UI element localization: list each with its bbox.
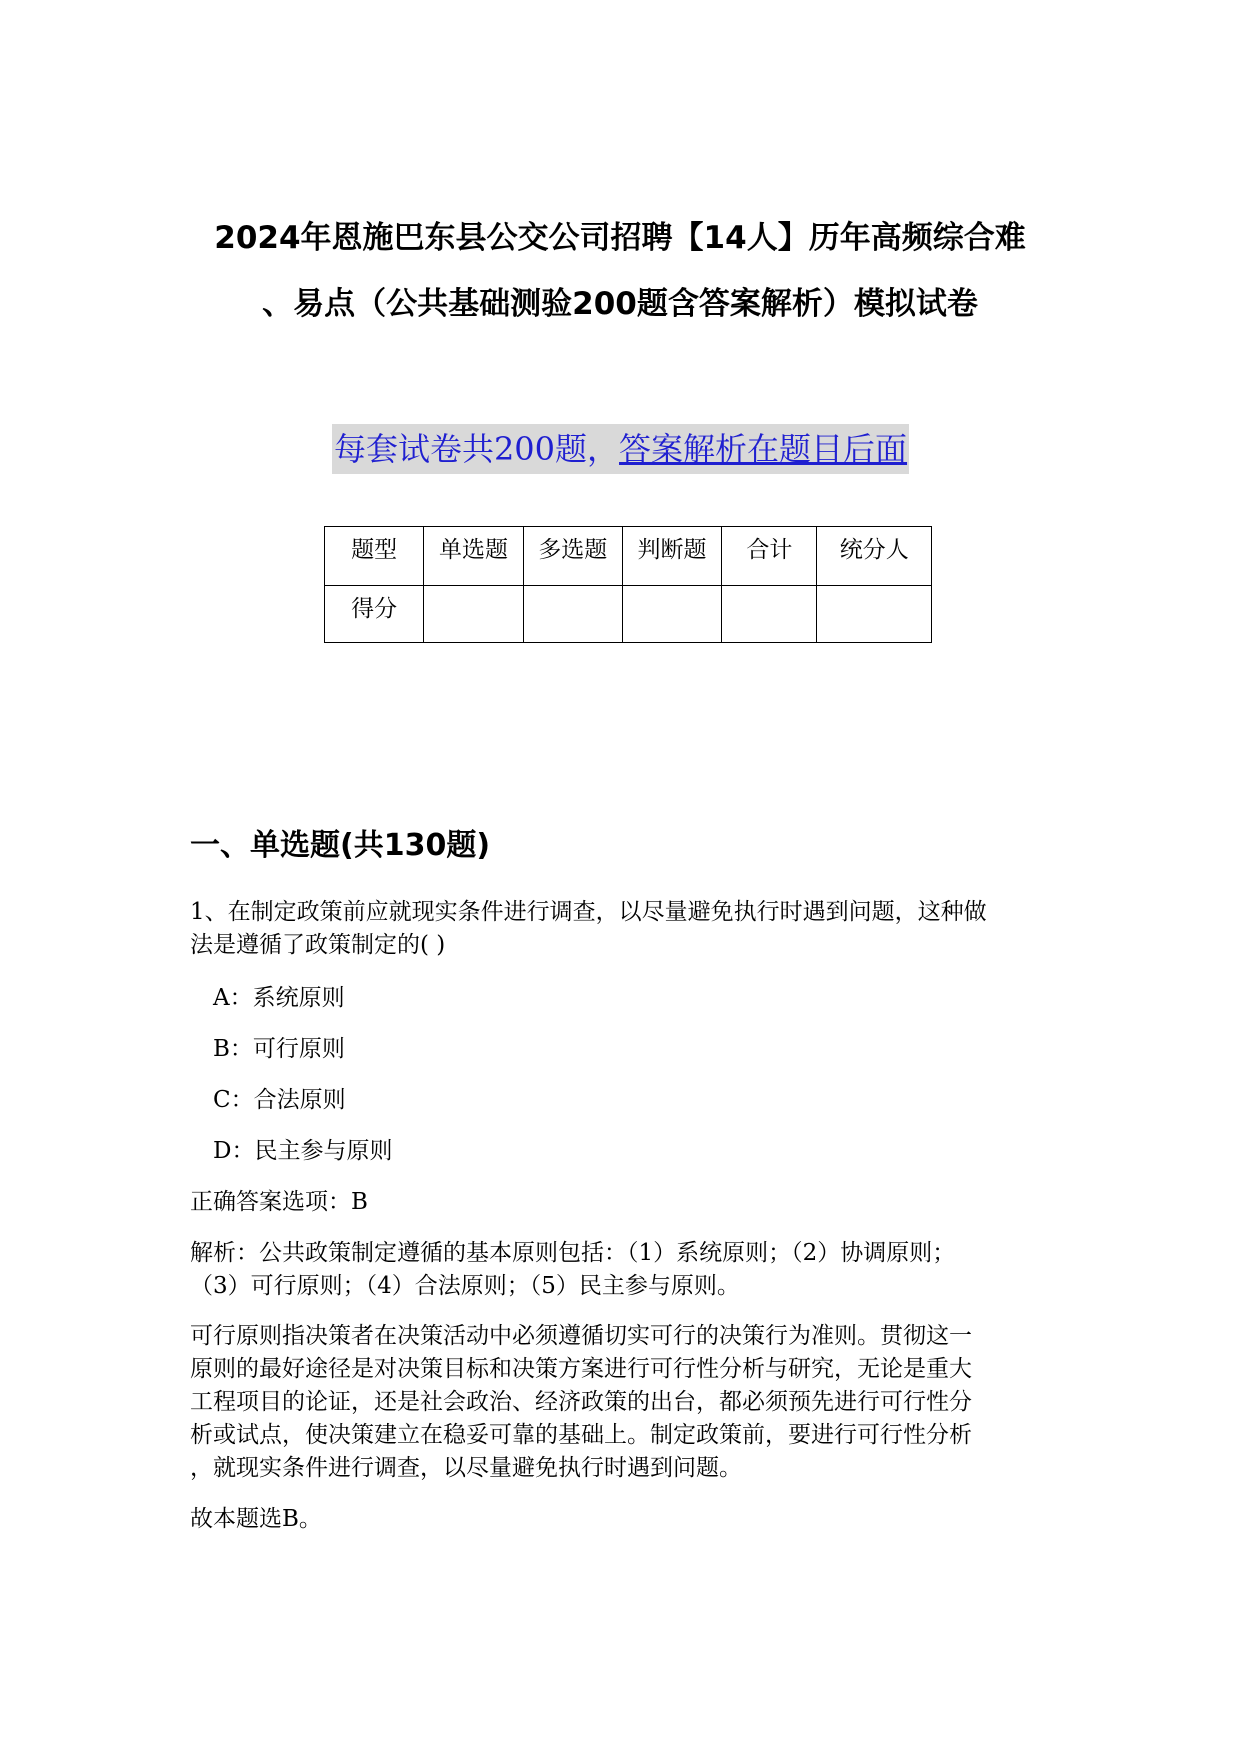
document-title — [160, 205, 1080, 337]
analysis-line: 工程项目的论证，还是社会政治、经济政策的出台，都必须预先进行可行性分 — [190, 1389, 972, 1415]
analysis-principles — [190, 1237, 1070, 1303]
score-cell[interactable] — [424, 586, 523, 643]
score-table-header-row — [325, 527, 932, 586]
section-title: 一、单选题(共130题) — [190, 828, 491, 863]
score-header-cell: 单选题 — [424, 527, 523, 586]
score-cell[interactable] — [523, 586, 622, 643]
analysis-line: 原则的最好途径是对决策目标和决策方案进行可行性分析与研究，无论是重大 — [190, 1356, 972, 1382]
score-table-score-row — [325, 586, 932, 643]
notice-link[interactable]: 答案解析在题目后面 — [619, 430, 908, 468]
notice-text — [332, 424, 909, 474]
analysis-line: 可行原则指决策者在决策活动中必须遵循切实可行的决策行为准则。贯彻这一 — [190, 1323, 972, 1349]
score-cell[interactable] — [722, 586, 817, 643]
notice-prefix: 每套试卷共200题， — [333, 430, 620, 468]
score-header-cell: 多选题 — [523, 527, 622, 586]
analysis-line: 析或试点，使决策建立在稳妥可靠的基础上。制定政策前，要进行可行性分析 — [190, 1422, 972, 1448]
option-a: A：系统原则 — [213, 985, 345, 1011]
analysis-line: （3）可行原则；（4）合法原则；（5）民主参与原则。 — [190, 1273, 740, 1299]
conclusion — [190, 1503, 1070, 1536]
option-d: D：民主参与原则 — [213, 1138, 393, 1164]
score-header-cell: 判断题 — [622, 527, 721, 586]
analysis-line: 解析：公共政策制定遵循的基本原则包括：（1）系统原则；（2）协调原则； — [190, 1240, 956, 1266]
option-c: C：合法原则 — [213, 1087, 346, 1113]
question-stem — [190, 896, 1070, 962]
analysis-line: ，就现实条件进行调查，以尽量避免执行时遇到问题。 — [190, 1455, 742, 1481]
conclusion-text: 故本题选B。 — [190, 1506, 322, 1532]
score-cell[interactable] — [817, 586, 932, 643]
question-stem-line-2: 法是遵循了政策制定的( ) — [190, 932, 446, 958]
correct-answer — [190, 1186, 1070, 1219]
score-table — [324, 526, 932, 643]
score-header-cell: 统分人 — [817, 527, 932, 586]
score-header-cell: 题型 — [325, 527, 424, 586]
correct-answer-text: 正确答案选项：B — [190, 1189, 368, 1215]
score-cell[interactable] — [622, 586, 721, 643]
analysis-explanation — [190, 1320, 1070, 1485]
title-line-1: 2024年恩施巴东县公交公司招聘【14人】历年高频综合难 — [214, 220, 1026, 256]
score-row-label: 得分 — [325, 586, 424, 643]
question-stem-line-1: 1、在制定政策前应就现实条件进行调查，以尽量避免执行时遇到问题，这种做 — [190, 899, 987, 925]
title-line-2: 、易点（公共基础测验200题含答案解析）模拟试卷 — [262, 286, 978, 322]
score-header-cell: 合计 — [722, 527, 817, 586]
option-b: B：可行原则 — [213, 1036, 345, 1062]
notice-banner — [0, 424, 1241, 474]
